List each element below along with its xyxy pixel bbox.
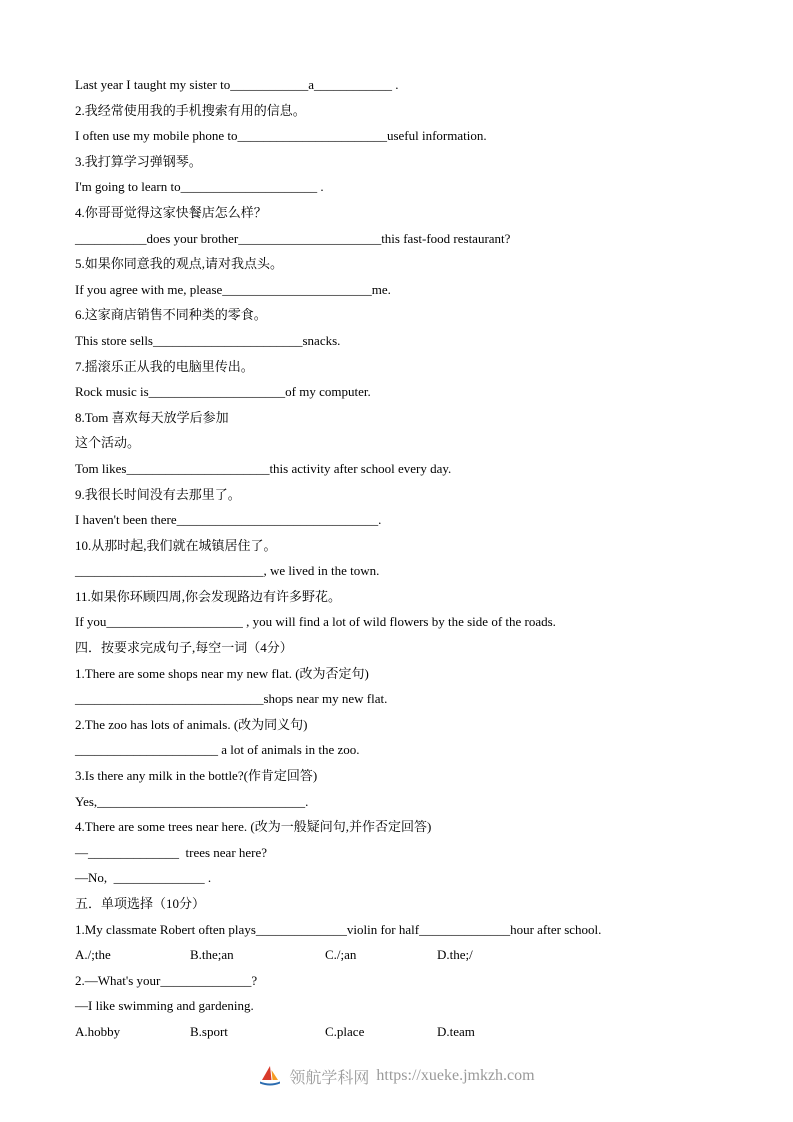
text-line: Last year I taught my sister to____________a____________ . xyxy=(75,77,399,92)
text-line: 2.The zoo has lots of animals. (改为同义句) xyxy=(75,716,308,732)
text-line: _____________________________, we lived in the town. xyxy=(75,563,380,579)
text-line: If you_____________________ , you will find a lot of wild flowers by the side of the roads. xyxy=(75,614,556,630)
text-line: 9.我很长时间没有去那里了。 xyxy=(75,486,241,502)
text-line: 6.这家商店销售不同种类的零食。 xyxy=(75,307,267,323)
text-line: 1.My classmate Robert often plays______________violin for half______________hour after school. xyxy=(75,921,602,937)
choice-option: C.place xyxy=(325,1023,365,1039)
footer-site-name: 领航学科网 xyxy=(289,1069,370,1087)
text-line: —I like swimming and gardening. xyxy=(75,998,254,1014)
text-line: 7.摇滚乐正从我的电脑里传出。 xyxy=(75,358,254,374)
text-line: 5.如果你同意我的观点,请对我点头。 xyxy=(75,256,284,272)
choice-option: B.the;an xyxy=(190,947,234,963)
choice-option: B.sport xyxy=(190,1023,228,1039)
choice-row xyxy=(75,942,735,968)
text-line: I often use my mobile phone to_______________________useful information. xyxy=(75,128,487,144)
text-line: 10.从那时起,我们就在城镇居住了。 xyxy=(75,537,277,553)
section-heading: 五．单项选择（10分） xyxy=(75,896,206,911)
text-line: Tom likes______________________this activity after school every day. xyxy=(75,460,452,476)
document-body xyxy=(75,72,735,1045)
text-line: This store sells_______________________snacks. xyxy=(75,332,341,348)
text-line: 8.Tom 喜欢每天放学后参加 xyxy=(75,409,229,425)
text-line: 4.There are some trees near here. (改为一般疑问句,并作否定回答) xyxy=(75,819,432,835)
text-line: 3.我打算学习弹钢琴。 xyxy=(75,153,202,169)
text-line: 2.我经常使用我的手机搜索有用的信息。 xyxy=(75,102,306,118)
text-line: —______________ trees near here? xyxy=(75,844,268,860)
text-line: —No, ______________ . xyxy=(75,870,212,886)
text-line: Rock music is_____________________of my computer. xyxy=(75,384,371,400)
choice-option: C./;an xyxy=(325,947,357,963)
choice-option: D.team xyxy=(437,1023,475,1039)
text-line: 这个活动。 xyxy=(75,435,141,451)
choice-row xyxy=(75,1019,735,1045)
text-line: If you agree with me, please_______________________me. xyxy=(75,281,391,297)
text-line: ___________does your brother______________________this fast-food restaurant? xyxy=(75,230,511,246)
text-line: 4.你哥哥觉得这家快餐店怎么样？ xyxy=(75,204,267,220)
page-footer xyxy=(0,1064,793,1088)
text-line: Yes,________________________________. xyxy=(75,793,309,809)
section-heading: 四．按要求完成句子,每空一词（4分） xyxy=(75,640,293,656)
choice-option: A./;the xyxy=(75,947,111,963)
text-line: I haven't been there_______________________________. xyxy=(75,512,382,528)
text-line: I'm going to learn to_____________________ . xyxy=(75,179,324,195)
text-line: ______________________ a lot of animals in the zoo. xyxy=(75,742,360,758)
sail-logo-icon xyxy=(258,1064,282,1088)
footer-url: https://xueke.jmkzh.com xyxy=(376,1067,535,1084)
text-line: 3.Is there any milk in the bottle?(作肯定回答) xyxy=(75,768,318,784)
text-line: 1.There are some shops near my new flat. (改为否定句) xyxy=(75,665,369,681)
text-line: _____________________________shops near my new flat. xyxy=(75,691,388,707)
text-line: 11.如果你环顾四周,你会发现路边有许多野花。 xyxy=(75,588,342,604)
text-line: 2.—What's your______________? xyxy=(75,972,258,988)
choice-option: A.hobby xyxy=(75,1023,121,1039)
choice-option: D.the;/ xyxy=(437,947,473,963)
